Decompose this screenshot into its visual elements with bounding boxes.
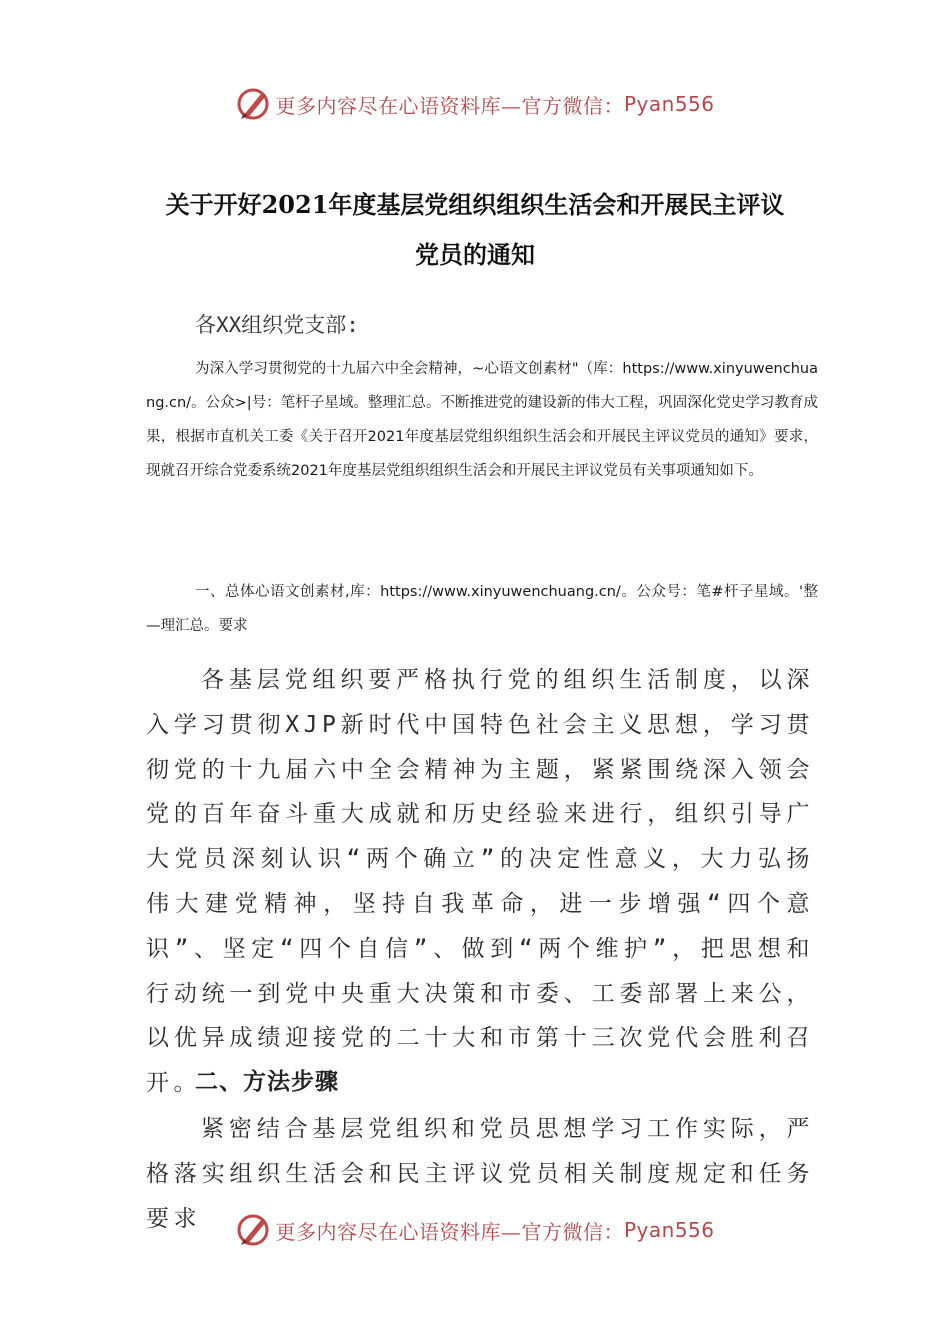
section-two-body: 紧密结合基层党组织和党员思想学习工作实际，严格落实组织生活会和民主评议党员相关制度规定和任务要求 [146, 1116, 814, 1232]
footer-banner [0, 1210, 950, 1250]
banner-text: 更多内容尽在心语资料库—官方微信： [275, 93, 624, 118]
header-banner [0, 84, 950, 124]
pen-logo-icon [235, 1212, 271, 1248]
banner-wechat-id: Pyan556 [623, 1218, 715, 1242]
document-title-line1: 关于开好2021年度基层党组织组织生活会和开展民主评议 [165, 190, 785, 219]
pen-logo-icon [235, 86, 271, 122]
banner-text: 更多内容尽在心语资料库—官方微信： [275, 1219, 624, 1244]
salutation: 各XX组织党支部: [195, 313, 359, 337]
document-title-line2: 党员的通知 [415, 240, 535, 269]
banner-wechat-id: Pyan556 [623, 92, 715, 116]
section-one-body: 各基层党组织要严格执行党的组织生活制度，以深入学习贯彻XJP新时代中国特色社会主义思想，学习贯彻党的十九届六中全会精神为主题，紧紧围绕深入领会党的百年奋斗重大成就和历史经验来进行，组织引导广大党员深刻认识“两个确立”的决定性意义，大力弘扬伟大建党精神，坚持自我革命，进一步增强“四个意识”、坚定“四个自信”、做到“两个维护”，把思想和行动统一到党中央重大决策和市委、工委部署上来公，以优异成绩迎接党的二十大和市第十三次党代会胜利召开。 [146, 667, 814, 1097]
section-one-heading: 一、总体心语文创素材,库：https://www.xinyuwenchuang.cn/。公众号：笔#杆子星域。'整—理汇总。要求 [146, 584, 818, 634]
section-two-heading: 二、方法步骤 [195, 1069, 339, 1095]
intro-paragraph: 为深入学习贯彻党的十九届六中全会精神，~心语文创素材"（库：https://www.xinyuwenchuang.cn/。公众>|号：笔杆子星域。整理汇总。不断推进党的建设新的伟大工程，巩固深化党史学习教育成果，根据市直机关工委《关于召开2021年度基层党组织组织生活会和开展民主评议党员的通知》要求，现就召开综合党委系统2021年度基层党组织组织生活会和开展民主评议党员有关事项通知如下。 [146, 361, 818, 479]
